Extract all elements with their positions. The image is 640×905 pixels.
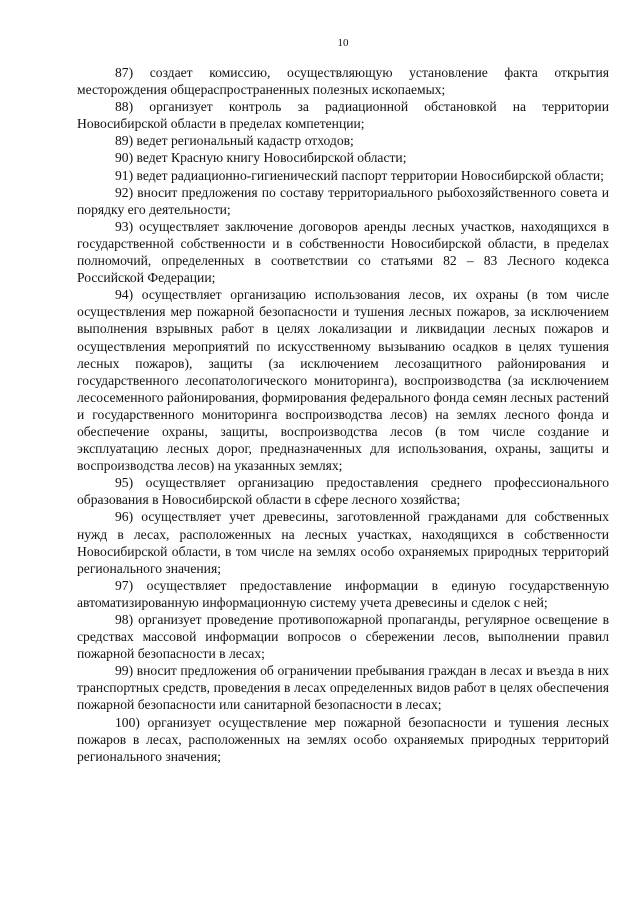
paragraph-item-93: 93) осуществляет заключение договоров аренды лесных участков, находящихся в государственной собственности и в собственности Новосибирской области, в пределах полномочий, определенных в соответствии со статьями 82 – 83 Лесного кодекса Российской Федерации; — [77, 218, 609, 286]
paragraph-item-92: 92) вносит предложения по составу территориального рыбохозяйственного совета и порядку его деятельности; — [77, 184, 609, 217]
paragraph-item-94: 94) осуществляет организацию использования лесов, их охраны (в том числе осуществления мер пожарной безопасности и тушения лесных пожаров, за исключением выполнения взрывных работ в целях локализации и ликвидации лесных пожаров и осуществления мероприятий по искусственному вызыванию осадков в целях тушения лесных пожаров), защиты (за исключением лесозащитного районирования и государственного лесопатологического мониторинга), воспроизводства (за исключением лесосеменного районирования, формирования федерального фонда семян лесных растений и государственного мониторинга воспроизводства лесов) на землях лесного фонда и обеспечение охраны, защиты, воспроизводства лесов (в том числе создание и эксплуатацию лесных дорог, предназначенных для использования, охраны, защиты и воспроизводства лесов) на указанных землях; — [77, 287, 609, 474]
paragraph-item-89: 89) ведет региональный кадастр отходов; — [115, 133, 354, 149]
document-page — [77, 36, 609, 765]
paragraph-item-87: 87) создает комиссию, осуществляющую установление факта открытия месторождения общераспространенных полезных ископаемых; — [77, 65, 609, 98]
paragraph-item-99: 99) вносит предложения об ограничении пребывания граждан в лесах и въезда в них транспортных средств, проведения в лесах определенных видов работ в целях обеспечения пожарной безопасности или санитарной безопасности в лесах; — [77, 663, 609, 713]
paragraph-item-95: 95) осуществляет организацию предоставления среднего профессионального образования в Новосибирской области в сфере лесного хозяйства; — [77, 475, 609, 508]
paragraph-item-96: 96) осуществляет учет древесины, заготовленной гражданами для собственных нужд в лесах, расположенных на лесных участках, находящихся в собственности Новосибирской области, в том числе на землях особо охраняемых природных территорий регионального значения; — [77, 509, 609, 576]
page-number: 10 — [337, 37, 349, 49]
paragraph-item-88: 88) организует контроль за радиационной обстановкой на территории Новосибирской области в пределах компетенции; — [77, 99, 609, 132]
paragraph-item-90: 90) ведет Красную книгу Новосибирской области; — [115, 150, 407, 166]
paragraph-item-100: 100) организует осуществление мер пожарной безопасности и тушения лесных пожаров в лесах, расположенных на землях особо охраняемых природных территорий регионального значения; — [77, 714, 609, 764]
paragraph-item-98: 98) организует проведение противопожарной пропаганды, регулярное освещение в средствах массовой информации вопросов о сбережении лесов, выполнении правил пожарной безопасности в лесах; — [77, 612, 609, 662]
paragraph-item-91: 91) ведет радиационно-гигиенический паспорт территории Новосибирской области; — [115, 167, 604, 183]
paragraph-item-97: 97) осуществляет предоставление информации в единую государственную автоматизированную информационную систему учета древесины и сделок с ней; — [77, 577, 609, 610]
